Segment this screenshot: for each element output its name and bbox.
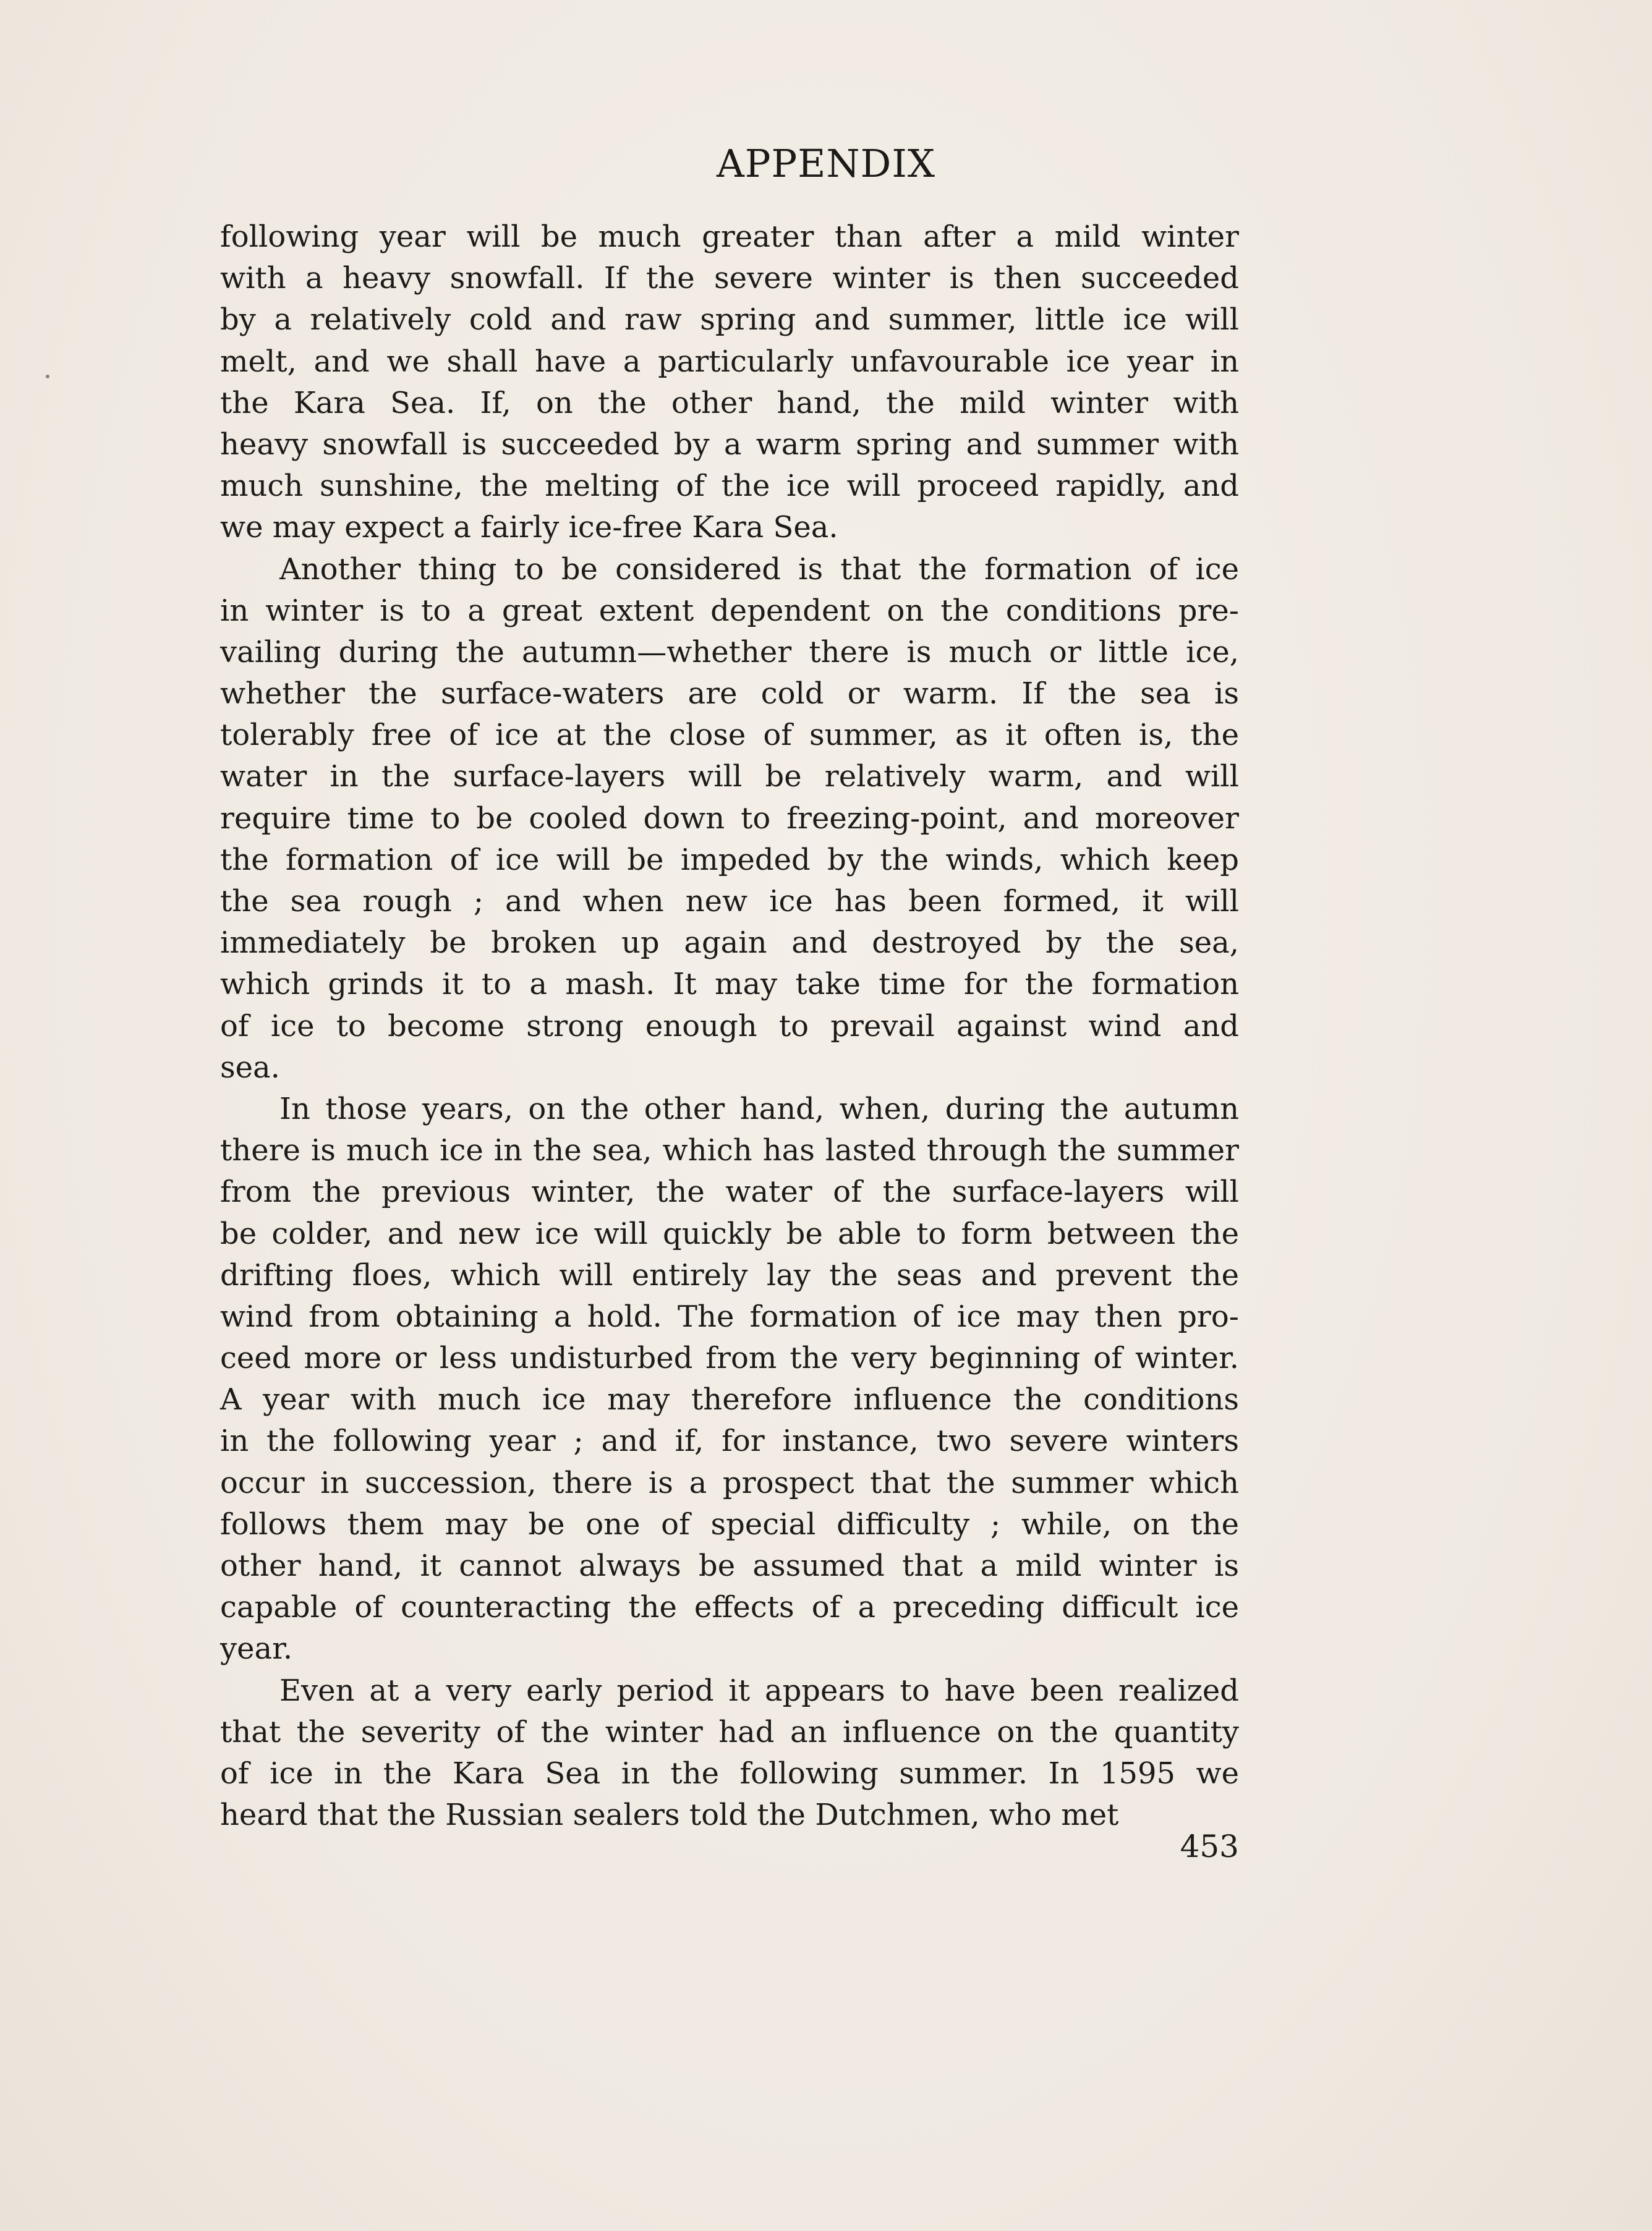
text-line: wind from obtaining a hold. The formation of ice may then pro- [220,1299,1239,1334]
body-text [220,216,1239,1836]
text-line: year. [220,1631,293,1667]
text-line: drifting floes, which will entirely lay the seas and prevent the [220,1257,1239,1293]
text-line: require time to be cooled down to freezing-point, and moreover [220,801,1239,836]
paragraph [220,549,1239,1089]
text-line: sea. [220,1050,280,1085]
text-line: with a heavy snowfall. If the severe winter is then succeeded [220,261,1239,296]
page-number: 453 [1180,1829,1239,1864]
text-line: be colder, and new ice will quickly be able to form between the [220,1216,1239,1251]
text-line: following year will be much greater than after a mild winter [220,219,1239,254]
text-line: whether the surface-waters are cold or warm. If the sea is [220,676,1239,712]
text-line: there is much ice in the sea, which has lasted through the summer [220,1133,1239,1168]
text-line: Even at a very early period it appears to have been realized [279,1673,1239,1708]
text-line: immediately be broken up again and destroyed by the sea, [220,925,1239,961]
text-line: by a relatively cold and raw spring and summer, little ice will [220,302,1239,338]
text-line: the Kara Sea. If, on the other hand, the mild winter with [220,385,1239,420]
text-line: follows them may be one of special difficulty ; while, on the [220,1506,1239,1542]
text-line: heard that the Russian sealers told the Dutchmen, who met [220,1798,1119,1833]
text-line: in the following year ; and if, for instance, two severe winters [220,1424,1239,1459]
text-line: the sea rough ; and when new ice has been formed, it will [220,884,1239,919]
text-line: ceed more or less undisturbed from the very beginning of winter. [220,1341,1239,1376]
paragraph [220,1089,1239,1670]
text-line: occur in succession, there is a prospect that the summer which [220,1465,1239,1500]
text-line: Another thing to be considered is that the formation of ice [279,551,1239,587]
paragraph [220,1670,1239,1837]
text-line: water in the surface-layers will be relatively warm, and will [220,759,1239,794]
text-line: other hand, it cannot always be assumed that a mild winter is [220,1549,1239,1583]
text-line: heavy snowfall is succeeded by a warm spring and summer with [220,427,1239,462]
text-line: melt, and we shall have a particularly unfavourable ice year in [220,344,1239,379]
text-line: which grinds it to a mash. It may take time for the formation [220,967,1239,1002]
text-line: A year with much ice may therefore influence the conditions [220,1382,1239,1417]
text-line: much sunshine, the melting of the ice will proceed rapidly, and [220,469,1239,504]
paper-speck [46,375,49,378]
text-line: capable of counteracting the effects of a preceding difficult ice [220,1590,1239,1625]
text-line: that the severity of the winter had an influence on the quantity [220,1714,1239,1749]
text-line: In those years, on the other hand, when, during the autumn [279,1091,1239,1126]
text-line: the formation of ice will be impeded by the winds, which keep [220,842,1239,877]
text-line: from the previous winter, the water of the surface-layers will [220,1175,1239,1210]
text-line: tolerably free of ice at the close of summer, as it often is, the [220,718,1239,753]
text-line: in winter is to a great extent dependent on the conditions pre- [220,593,1239,628]
text-line: vailing during the autumn—whether there is much or little ice, [220,634,1239,669]
text-line: of ice to become strong enough to prevail against wind and [220,1008,1239,1043]
text-line: of ice in the Kara Sea in the following summer. In 1595 we [220,1756,1239,1791]
text-line: we may expect a fairly ice-free Kara Sea. [220,510,838,545]
running-header: APPENDIX [716,141,936,186]
paragraph [220,216,1239,549]
